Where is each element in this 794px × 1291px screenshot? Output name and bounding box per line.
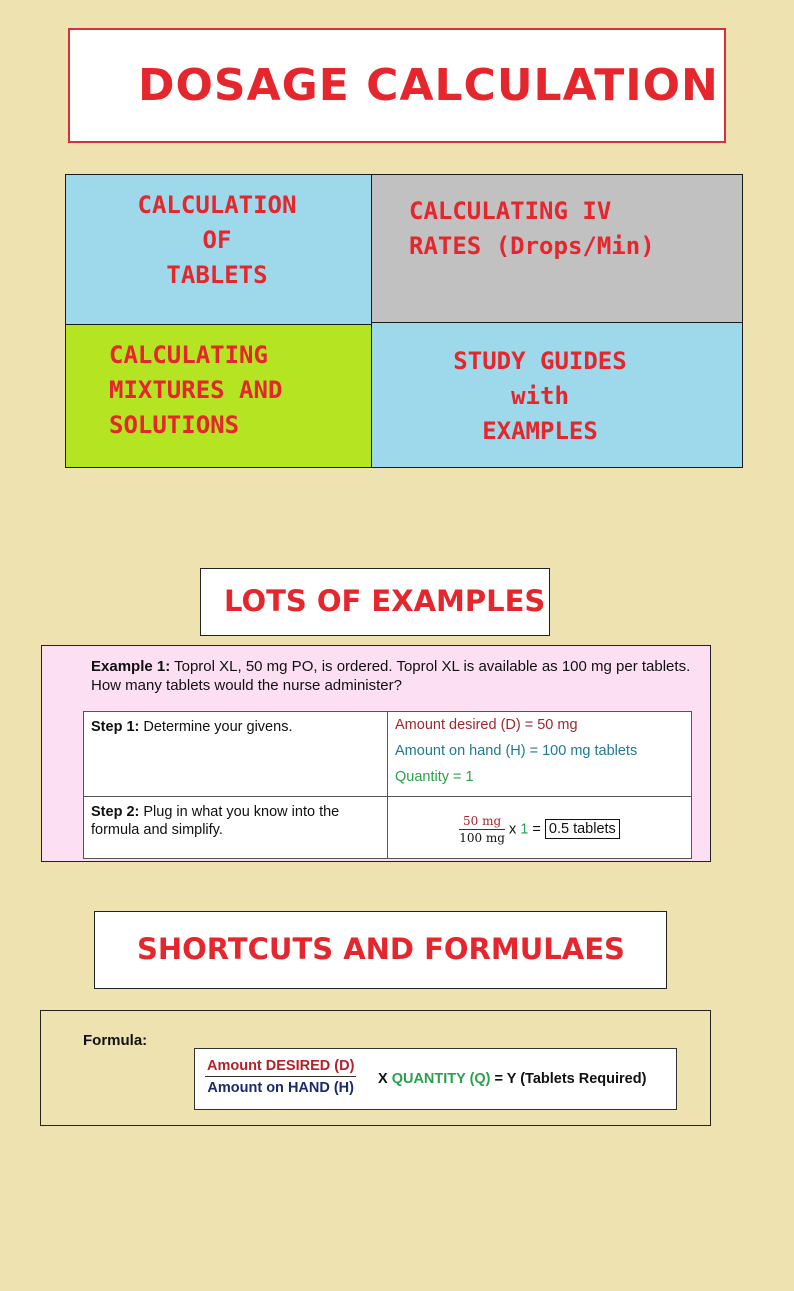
topic-iv-rates-line-2: RATES (Drops/Min) bbox=[409, 232, 655, 260]
shortcuts-heading-box bbox=[94, 911, 667, 989]
topic-tablets-line-1: CALCULATION bbox=[137, 191, 297, 219]
solution-equals: = bbox=[532, 821, 541, 838]
topic-mixtures-line-2: MIXTURES AND bbox=[109, 376, 283, 404]
title-banner bbox=[68, 28, 726, 143]
step2-cell bbox=[84, 797, 388, 859]
example-steps-table bbox=[83, 711, 692, 859]
formula-quantity: QUANTITY (Q) bbox=[391, 1071, 491, 1087]
formula-box bbox=[194, 1048, 677, 1110]
formula-panel bbox=[40, 1010, 711, 1126]
step1-label: Step 1: bbox=[91, 719, 140, 735]
topic-mixtures-line-1: CALCULATING bbox=[109, 341, 268, 369]
topic-iv-rates-line-1: CALCULATING IV bbox=[409, 197, 612, 225]
formula-numerator: Amount DESIRED (D) bbox=[205, 1058, 356, 1077]
solution-quantity: 1 bbox=[520, 821, 529, 838]
formula-label: Formula: bbox=[83, 1032, 148, 1049]
topic-tablets-label bbox=[122, 188, 312, 293]
table-row bbox=[84, 797, 692, 859]
step1-cell bbox=[84, 712, 388, 797]
solution-fraction bbox=[459, 814, 505, 845]
given-on-hand: Amount on hand (H) = 100 mg tablets bbox=[395, 743, 638, 759]
givens-cell bbox=[388, 712, 692, 797]
example-label: Example 1: bbox=[91, 658, 171, 675]
page-title: DOSAGE CALCULATION bbox=[138, 60, 719, 111]
topic-study-guides[interactable] bbox=[371, 322, 743, 468]
topic-iv-rates[interactable] bbox=[371, 174, 743, 324]
solution-cell bbox=[388, 797, 692, 859]
solution-denominator: 100 mg bbox=[459, 831, 505, 845]
formula-result: = Y (Tablets Required) bbox=[494, 1071, 647, 1087]
topic-tablets[interactable] bbox=[65, 174, 372, 325]
solution-times: x bbox=[509, 821, 517, 838]
topic-study-guides-line-2: with bbox=[511, 382, 569, 410]
step1-text: Determine your givens. bbox=[143, 719, 293, 735]
formula-rest bbox=[378, 1071, 646, 1087]
topic-mixtures[interactable] bbox=[65, 324, 372, 468]
shortcuts-heading: SHORTCUTS AND FORMULAES bbox=[137, 932, 625, 966]
example-question-text: Toprol XL, 50 mg PO, is ordered. Toprol XL is available as 100 mg per tablets. How many tablets would the nurse administer? bbox=[91, 658, 691, 694]
topic-mixtures-label bbox=[109, 338, 282, 443]
topic-tablets-line-3: TABLETS bbox=[166, 261, 268, 289]
solution-numerator: 50 mg bbox=[459, 814, 505, 830]
example-panel bbox=[41, 645, 711, 862]
formula-times: X bbox=[378, 1071, 388, 1087]
topic-tablets-line-2: OF bbox=[202, 226, 232, 254]
topic-study-guides-label bbox=[436, 344, 644, 449]
table-row bbox=[84, 712, 692, 797]
formula-fraction bbox=[205, 1058, 356, 1096]
topic-study-guides-line-1: STUDY GUIDES bbox=[453, 347, 627, 375]
given-desired: Amount desired (D) = 50 mg bbox=[395, 717, 578, 733]
given-quantity: Quantity = 1 bbox=[395, 769, 474, 785]
step2-text: Plug in what you know into the formula and simplify. bbox=[91, 804, 340, 838]
solution-result: 0.5 tablets bbox=[545, 819, 620, 839]
example-question bbox=[91, 657, 691, 695]
step2-label: Step 2: bbox=[91, 804, 140, 820]
formula-denominator: Amount on HAND (H) bbox=[207, 1080, 354, 1096]
topic-iv-rates-label bbox=[409, 194, 655, 264]
examples-heading: LOTS OF EXAMPLES bbox=[224, 584, 546, 618]
examples-heading-box bbox=[200, 568, 550, 636]
topic-study-guides-line-3: EXAMPLES bbox=[482, 417, 598, 445]
topic-mixtures-line-3: SOLUTIONS bbox=[109, 411, 240, 439]
